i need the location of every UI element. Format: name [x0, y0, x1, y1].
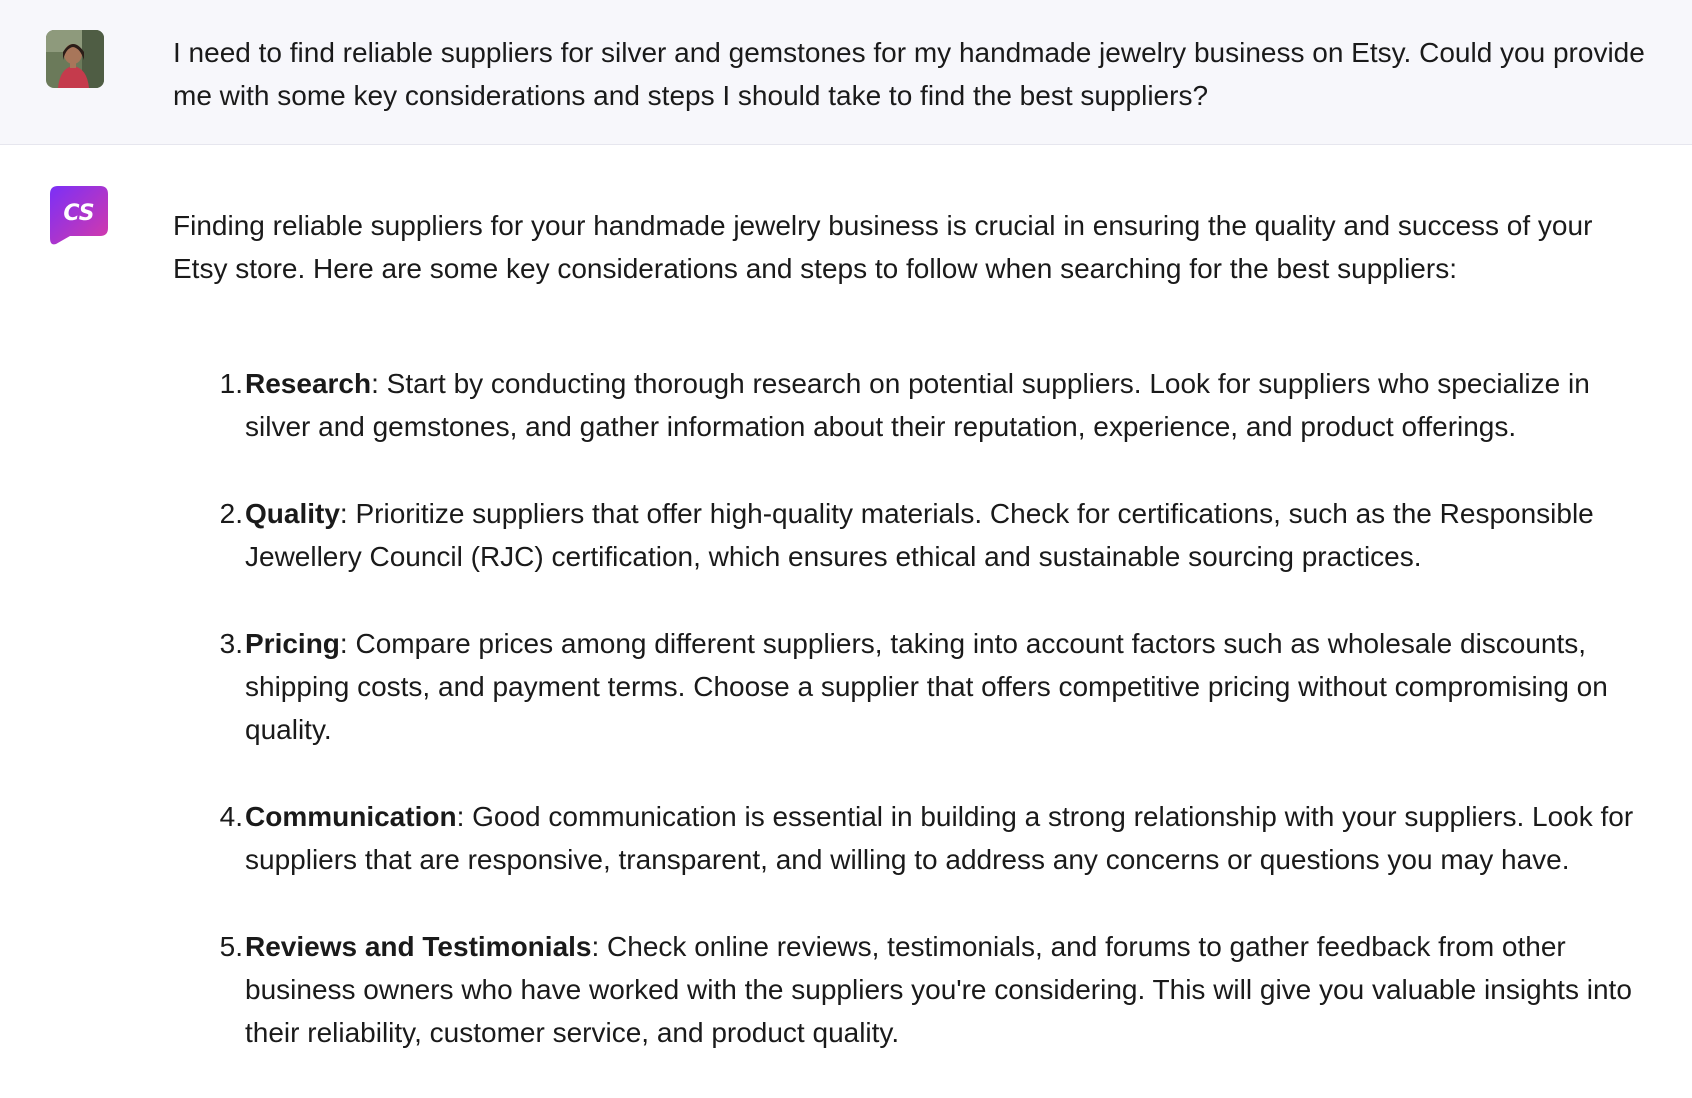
step-text: : Prioritize suppliers that offer high-quality materials. Check for certifications, such as the Responsible Jewellery Council (RJC) certification, which ensures ethical and sustainable sourcing practices. — [245, 498, 1594, 572]
list-item — [173, 492, 1653, 578]
step-title: Communication — [245, 801, 457, 832]
step-text: : Compare prices among different suppliers, taking into account factors such as wholesale discounts, shipping costs, and payment terms. Choose a supplier that offers competitive pricing without compromising on quality. — [245, 628, 1608, 745]
step-number: 2. — [219, 498, 243, 529]
steps-list — [173, 362, 1653, 1098]
user-avatar — [46, 30, 104, 88]
step-text: : Check online reviews, testimonials, and forums to gather feedback from other business owners who have worked with the suppliers you're considering. This will give you valuable insights into their reliability, customer service, and product quality. — [245, 931, 1632, 1048]
step-number: 5. — [219, 931, 243, 962]
assistant-avatar — [48, 184, 110, 246]
list-item — [173, 795, 1653, 881]
step-title: Quality — [245, 498, 340, 529]
assistant-intro: Finding reliable suppliers for your handmade jewelry business is crucial in ensuring the quality and success of your Etsy store. Here are some key considerations and steps to follow when searching for the best suppliers: — [173, 210, 1593, 284]
step-title: Pricing — [245, 628, 340, 659]
user-message — [0, 0, 1692, 145]
list-item — [173, 622, 1653, 751]
step-text: : Start by conducting thorough research on potential suppliers. Look for suppliers who specialize in silver and gemstones, and gather information about their reputation, experience, and product offerings. — [245, 368, 1590, 442]
list-item — [173, 362, 1653, 448]
step-number: 4. — [219, 801, 243, 832]
step-title: Reviews and Testimonials — [245, 931, 592, 962]
step-text: : Good communication is essential in building a strong relationship with your suppliers. Look for suppliers that are responsive, transparent, and willing to address any concerns or questions you may have. — [245, 801, 1634, 875]
assistant-message — [0, 146, 1692, 1080]
list-item — [173, 925, 1653, 1054]
user-message-text: I need to find reliable suppliers for silver and gemstones for my handmade jewelry business on Etsy. Could you provide me with some key considerations and steps I should take to find the best suppliers? — [173, 37, 1645, 111]
step-title: Research — [245, 368, 372, 399]
assistant-avatar-label: CS — [63, 201, 95, 226]
step-number: 1. — [219, 368, 243, 399]
step-number: 3. — [219, 628, 243, 659]
